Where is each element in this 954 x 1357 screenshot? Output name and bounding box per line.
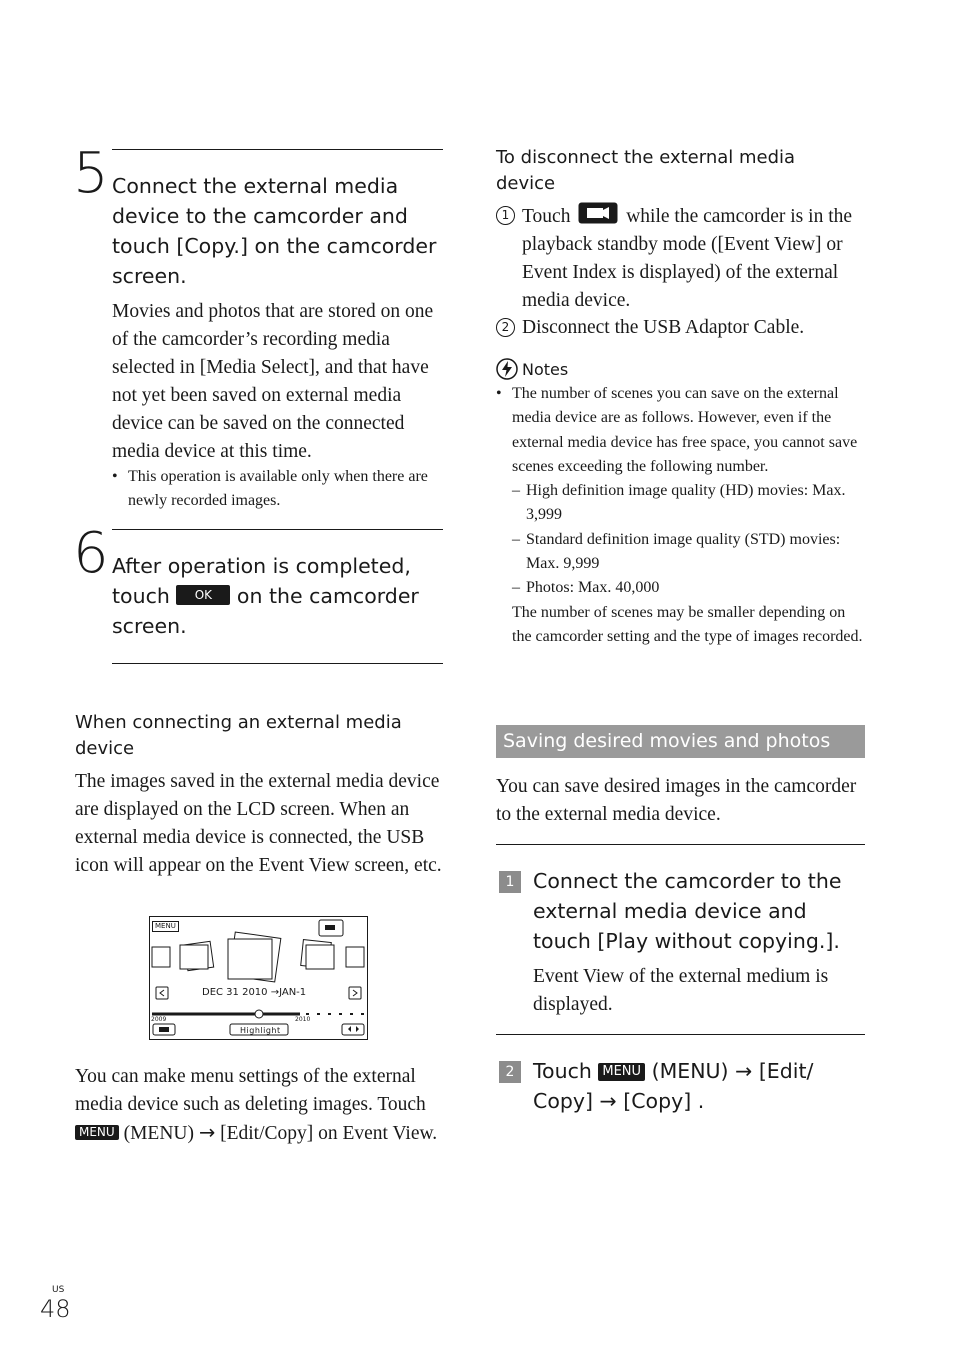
lcd-illustration xyxy=(149,916,368,1040)
arrow-icon: → xyxy=(198,1121,216,1144)
arrow-icon: → xyxy=(599,1089,617,1113)
disconnect-title: To disconnect the external media device xyxy=(496,147,796,194)
menu-para-text-c: [Edit/Copy] on Event View. xyxy=(220,1123,438,1144)
connecting-title: When connecting an external media device xyxy=(75,712,402,759)
region-code: US xyxy=(52,1285,65,1295)
disconnect-item-1-b: while the camcorder is in the playback standby mode ([Event View] or Event Index is displayed) of the external media device. xyxy=(522,206,853,311)
disconnect-item-2-text: Disconnect the USB Adaptor Cable. xyxy=(522,317,805,338)
step6-heading xyxy=(112,551,447,641)
saving-step1-top-rule xyxy=(496,844,865,845)
notes-bullet-text: The number of scenes you can save on the external media device are as follows. However, even if the external media device has free space, you cannot save scenes exceeding the following number. xyxy=(512,385,858,475)
page-number: 48 xyxy=(40,1295,71,1323)
step2-number-box: 2 xyxy=(499,1061,521,1083)
notes-title: Notes xyxy=(522,360,569,379)
lcd-year-end: 2010 xyxy=(295,1016,311,1023)
menu-paragraph xyxy=(75,1063,447,1148)
step5-number: 5 xyxy=(73,141,109,206)
connecting-body: The images saved in the external media device are displayed on the LCD screen. When an external media device is connected, the USB icon will appear on the Event View screen, etc. xyxy=(75,771,442,876)
step6-bottom-rule xyxy=(112,663,443,664)
step2-text-b: (MENU) xyxy=(651,1059,729,1083)
lcd-menu-button: MENU xyxy=(152,921,179,932)
circled-number-1: 1 xyxy=(496,206,515,225)
step5-body: Movies and photos that are stored on one of the camcorder’s recording media selected in [Media Select], and that have not yet been saved on external media device can be saved on the connected media device at this time. xyxy=(112,301,434,462)
notes-icon xyxy=(496,358,518,380)
menu-icon: MENU xyxy=(598,1063,645,1081)
disconnect-item-1 xyxy=(496,202,868,315)
notes-sublist xyxy=(496,479,866,649)
step2-text-e: [Copy] . xyxy=(623,1089,705,1113)
step5-bullet-text: This operation is available only when there are newly recorded images. xyxy=(128,468,428,510)
step5-heading: Connect the external media device to the camcorder and touch [Copy.] on the camcorder screen. xyxy=(112,174,437,288)
step6-number: 6 xyxy=(73,521,109,586)
notes-header xyxy=(496,358,568,380)
saving-step2-top-rule xyxy=(496,1034,865,1035)
lcd-highlight-button: Highlight xyxy=(240,1026,281,1035)
step2-text-a: Touch xyxy=(533,1059,592,1083)
lcd-date-range: DEC 31 2010 →JAN-1 xyxy=(202,987,307,998)
notes-tail: The number of scenes may be smaller depending on the camcorder setting and the type of images recorded. xyxy=(512,603,863,645)
step2-text-d: Copy] xyxy=(533,1089,593,1113)
step2-text-c: [Edit/ xyxy=(758,1059,814,1083)
notes-dash-2: – Standard definition image quality (STD) movies: Max. 9,999 xyxy=(512,528,866,577)
step1-number-box: 1 xyxy=(499,871,521,893)
arrow-icon: → xyxy=(735,1059,753,1083)
notes-bullet xyxy=(496,382,866,479)
camera-playback-icon xyxy=(578,202,618,224)
notes-dash-3: – Photos: Max. 40,000 xyxy=(512,576,866,600)
lcd-year-start: 2009 xyxy=(151,1016,167,1023)
disconnect-item-2 xyxy=(496,314,868,342)
saving-step2-heading xyxy=(533,1056,868,1116)
step6-heading-b: on the camcorder screen. xyxy=(112,584,419,638)
notes-dash-1: – High definition image quality (HD) movies: Max. 3,999 xyxy=(512,479,866,528)
circled-number-2: 2 xyxy=(496,318,515,337)
saving-step1-heading: Connect the camcorder to the external media device and touch [Play without copying.]. xyxy=(533,869,842,953)
saving-intro: You can save desired images in the camcorder to the external media device. xyxy=(496,776,857,825)
saving-section-title: Saving desired movies and photos xyxy=(496,725,865,758)
step6-top-rule xyxy=(112,529,443,530)
step5-top-rule xyxy=(112,149,443,150)
ok-button-icon: OK xyxy=(176,585,230,605)
saving-step1-body: Event View of the external medium is displayed. xyxy=(533,966,829,1015)
menu-icon: MENU xyxy=(75,1125,119,1140)
step5-bullet xyxy=(112,465,462,514)
lcd-thumbnails-icon xyxy=(150,917,367,1039)
menu-para-text-a: You can make menu settings of the external media device such as deleting images. Touch xyxy=(75,1066,426,1115)
notes-list xyxy=(496,382,866,649)
step6-heading-a: After operation is completed, touch xyxy=(112,554,411,608)
menu-para-text-b: (MENU) xyxy=(123,1123,194,1144)
disconnect-item-1-a: Touch xyxy=(522,206,571,227)
